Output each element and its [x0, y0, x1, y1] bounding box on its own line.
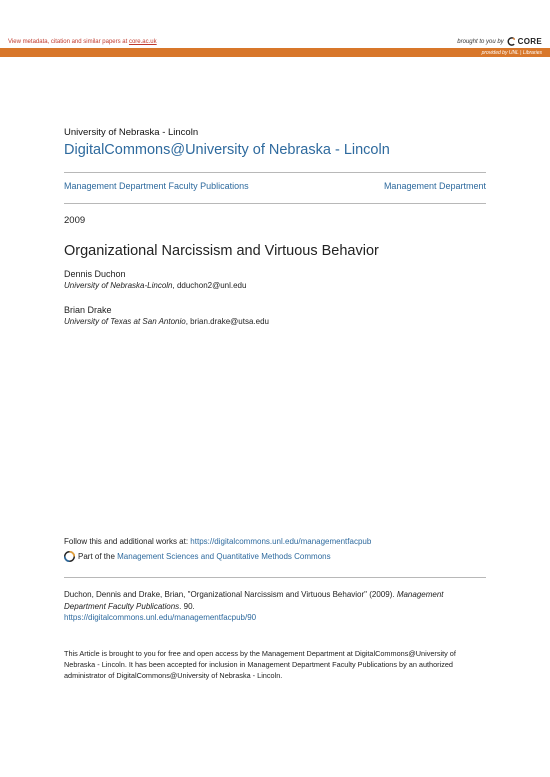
article-title: Organizational Narcissism and Virtuous Behavior [64, 243, 379, 259]
author-name: Dennis Duchon [64, 269, 126, 279]
access-notice: This Article is brought to you for free and open access by the Management Department at DigitalCommons@University of Nebraska - Lincoln. It has been accepted for inclusion in Management Department Faculty Publications by an authorized administrator of DigitalCommons@University of Nebraska - Lincoln. [64, 649, 456, 680]
core-logo[interactable] [507, 37, 542, 46]
author-block [64, 269, 486, 290]
bepress-network-icon [64, 551, 75, 562]
citation-suffix: . 90. [179, 601, 195, 611]
part-of-line [64, 551, 486, 562]
recommended-citation [64, 589, 486, 624]
series-link[interactable]: Management Department Faculty Publications [64, 181, 249, 191]
provided-by-bar [0, 48, 550, 57]
citation-journal: Management Department Faculty Publications [64, 590, 444, 611]
view-metadata-label: View metadata, citation and similar papers at [8, 38, 129, 45]
core-logo-icon [507, 37, 516, 46]
brought-by-label: brought to you by [457, 38, 504, 45]
publication-year: 2009 [64, 215, 86, 226]
core-logo-word: CORE [517, 37, 542, 46]
author-affiliation [64, 281, 486, 290]
department-link[interactable]: Management Department [383, 181, 486, 191]
institution-name: University of Nebraska - Lincoln [64, 127, 199, 138]
series-row [64, 181, 486, 191]
affiliation-name: University of Nebraska-Lincoln [64, 281, 173, 290]
author-name: Brian Drake [64, 305, 112, 315]
affiliation-name: University of Texas at San Antonio [64, 317, 186, 326]
citation-url[interactable]: https://digitalcommons.unl.edu/managementfacpub/90 [64, 613, 257, 622]
core-header-bar [0, 35, 550, 48]
provided-by-label[interactable]: provided by UNL | Libraries [481, 49, 542, 56]
core-link[interactable]: core.ac.uk [128, 38, 157, 45]
divider [64, 577, 486, 578]
author-block [64, 305, 486, 326]
author-email: , brian.drake@utsa.edu [185, 317, 269, 326]
follow-label: Follow this and additional works at: [64, 537, 191, 546]
citation-text: Duchon, Dennis and Drake, Brian, "Organizational Narcissism and Virtuous Behavior" (2009). [64, 590, 397, 599]
divider [64, 203, 486, 204]
author-email: , dduchon2@unl.edu [172, 281, 247, 290]
part-of-label: Part of the [78, 552, 118, 561]
author-affiliation [64, 317, 486, 326]
view-metadata-text [8, 39, 157, 45]
repository-name[interactable]: DigitalCommons@University of Nebraska - Lincoln [64, 142, 390, 158]
brought-by-block [457, 37, 542, 46]
follow-line [64, 537, 486, 546]
collection-link[interactable]: https://digitalcommons.unl.edu/managementfacpub [190, 537, 372, 546]
commons-link[interactable]: Management Sciences and Quantitative Methods Commons [117, 552, 331, 561]
divider [64, 172, 486, 173]
